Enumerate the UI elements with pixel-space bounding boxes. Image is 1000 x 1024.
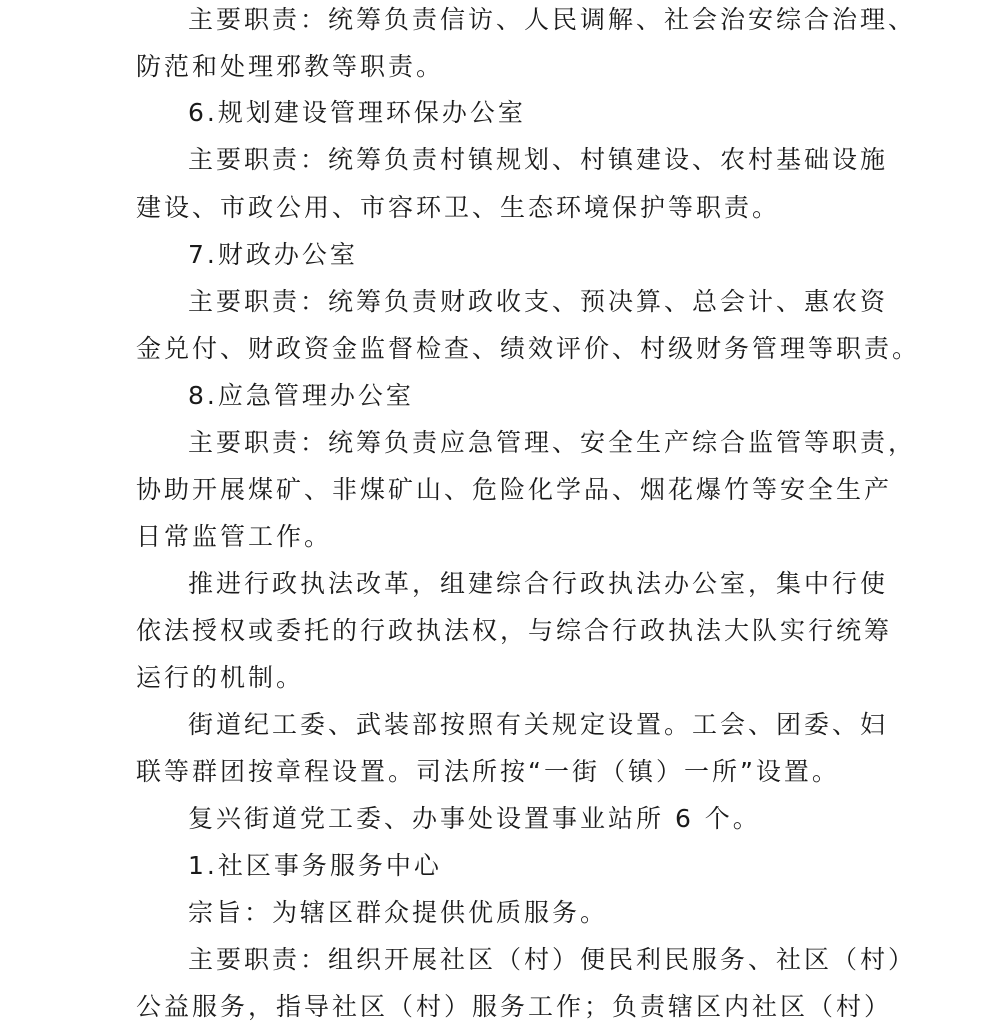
text-line: 复兴街道党工委、办事处设置事业站所 6 个。: [188, 804, 761, 833]
text-line: 依法授权或委托的行政执法权，与综合行政执法大队实行统筹: [136, 616, 893, 645]
section-heading: 7.财政办公室: [188, 240, 358, 269]
text-line: 街道纪工委、武装部按照有关规定设置。工会、团委、妇: [188, 710, 889, 739]
text-line: 推进行政执法改革，组建综合行政执法办公室，集中行使: [188, 569, 889, 598]
section-heading: 6.规划建设管理环保办公室: [188, 98, 526, 127]
section-heading: 1.社区事务服务中心: [188, 851, 442, 880]
section-heading: 8.应急管理办公室: [188, 381, 414, 410]
text-line: 主要职责：统筹负责村镇规划、村镇建设、农村基础设施: [188, 145, 889, 174]
text-line: 主要职责：统筹负责信访、人民调解、社会治安综合治理、: [188, 5, 917, 34]
text-line: 联等群团按章程设置。司法所按“一街（镇）一所”设置。: [136, 757, 840, 786]
text-line: 主要职责：统筹负责应急管理、安全生产综合监管等职责，: [188, 428, 917, 457]
text-line: 主要职责：统筹负责财政收支、预决算、总会计、惠农资: [188, 287, 889, 316]
text-line: 主要职责：组织开展社区（村）便民利民服务、社区（村）: [188, 945, 917, 974]
text-line: 建设、市政公用、市容环卫、生态环境保护等职责。: [136, 193, 781, 222]
text-line: 运行的机制。: [136, 663, 305, 692]
text-line: 协助开展煤矿、非煤矿山、危险化学品、烟花爆竹等安全生产: [136, 475, 893, 504]
text-line: 公益服务，指导社区（村）服务工作；负责辖区内社区（村）: [136, 992, 893, 1021]
text-line: 金兑付、财政资金监督检查、绩效评价、村级财务管理等职责。: [136, 334, 921, 363]
text-line: 防范和处理邪教等职责。: [136, 52, 445, 81]
text-line: 日常监管工作。: [136, 522, 333, 551]
text-line: 宗旨：为辖区群众提供优质服务。: [188, 898, 609, 927]
